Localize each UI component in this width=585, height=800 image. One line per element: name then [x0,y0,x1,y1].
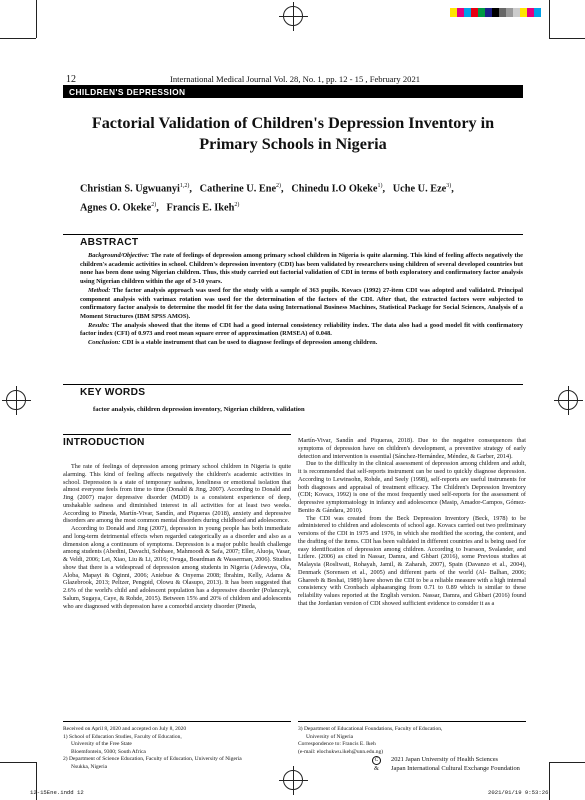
affiliation-2: 2) Department of Science Education, Faculty of Education, University of Nigeria [63,756,242,763]
affiliation-1-university: University of the Free State [71,741,132,748]
correspondence: Correspondence to: Francis E. Ikeh [298,741,376,748]
affiliation-3-university: University of Nigeria [306,733,354,740]
body-paragraph: The rate of feelings of depression among primary school children in Nigeria is quite alarming. This kind of feeling affects negatively the children's academic activities in school. Depression is a state of temporary sadness, loneliness or emotional isolation that almost everyone feels from time to time (Donald & Jing, 2007). According to Donald and Jing (2007) major depressive disorder (MDD) is a consistent experience of deep, unshakable sadness and diminished interest in all activities for at least two weeks. According to Pineda, Martín-Vivar, Sandín, and Piqueras (2018), anxiety and depressive disorders are among the most common mental disorders during childhood and adolescence. [63,463,291,525]
author-affiliation: 3) [446,183,452,189]
registration-mark-icon [283,770,303,790]
abstract-heading: ABSTRACT [80,237,139,248]
registration-mark-icon [6,390,26,410]
affiliation-1: 1) School of Education Studies, Faculty of Education, [63,733,182,740]
registration-mark-icon [558,390,578,410]
keywords-rule [63,384,523,385]
abstract-method: Method: The factor analysis approach was used for the study with a sample of 363 pupils. Kovacs (1992) 27-item CDI was adopted and validated. Principal component analysis with varimax rotation was used for the determination of the factors of the CDI. After that, the extracted factors were subjected to confirmatory factor analysis to determine the model fit for the data using International Business Machines, Statistical Package for Social Sciences, Analysis of a Moment Structures (IBM SPSS AMOS). [80,286,523,320]
correspondence-email: (e-mail: elochukwu.ikeh@unn.edu.ng) [298,748,384,755]
copyright-icon: C [372,756,381,765]
abstract-body [80,252,523,348]
body-paragraph: According to Donald and Jing (2007), depression in young people has both immediate and long-term detrimental effects when regarded categorically as a disorder and also as a dimension along a continuum of symptoms. Depression is a major public health challenge among students (Abedini, Davachi, Sohbaee, Mahmoodi & Safa, 2007; Eller, Aluoja, Vasar, & Veldi, 2006; Lei, Xiao, Liu & Li, 2016; Ovuga, Boardman & Wasserman, 2006). Studies show that there is a widespread of depression among students in Nigeria (Adewuya, Ola, Aloba, Mapayi & Oginni, 2006; Aniebue & Onyema 2008; Ibrahim, Kelly, Adams & Glazebrook, 2013; Peltzer, Pengpid, Olowu & Olasupo, 2013). It has been suggested that 2.6% of the world's child and adolescent population has a depressive disorder (Polanczyk, Salum, Sugaya, Caye, & Rohde, 2015). Between 15% and 20% of children and adolescents who are diagnosed with depression have a comorbid anxiety disorder (Pineda, [63,525,291,610]
introduction-heading: INTRODUCTION [63,437,145,448]
affiliation-1-address: Bloemfontein, 9300; South Africa [71,748,146,755]
author-list: Christian S. Ugwuanyi$^{1,2)}$, Catherine U. Ene$^{2)}$, Chinedu I.O Okeke$^{1)}$, Uche U. Eze$^{3)}$, Agnes O. Okeke$^{2)}$, Francis E. Ikeh$^{2)}$ [80,183,454,214]
author-name: Francis E. Ikeh [166,202,235,214]
author-name: Chinedu I.O Okeke [291,183,378,195]
affiliation-2-address: Nsukka, Nigeria [71,763,108,770]
affiliation-3: 3) Department of Educational Foundations, Faculty of Education, [298,726,443,732]
abstract-label: Conclusion: [88,339,121,347]
section-banner: CHILDREN'S DEPRESSION [63,86,523,98]
crop-mark [549,762,550,800]
print-slug-timestamp: 2021/01/19 9:53:26 [488,789,549,796]
crop-mark [549,38,585,39]
abstract-label: Method: [88,286,111,294]
body-column-right [298,437,526,608]
keywords-list: factor analysis, children depression inventory, Nigerian children, validation [93,406,305,413]
footnotes-left [63,726,293,772]
author-affiliation: 2) [234,202,240,209]
abstract-results: Results: The analysis showed that the items of CDI had a good internal consistency reliability index. The data also had a good model fit with confirmatory factor index (CFI) of 0.973 and root mean square error of approximation (RMSEA) of 0.048. [80,321,523,338]
abstract-label: Results: [88,321,110,329]
footnote-rule [63,721,291,722]
crop-mark [0,762,36,763]
footnote-rule [298,721,526,722]
crop-mark [36,0,37,38]
author-affiliation: 1,2) [179,183,190,189]
keywords-heading: KEY WORDS [80,387,146,398]
page-number: 12 [66,74,76,85]
color-calibration-bar [450,8,541,17]
body-column-left [63,463,291,610]
registration-mark-icon [283,6,303,26]
print-slug-file: 12-15Ene.indd 12 [30,789,84,796]
author-name: Christian S. Ugwuanyi [80,183,180,195]
introduction-rule [63,434,291,435]
body-paragraph: The CDI was created from the Beck Depression Inventory (Beck, 1978) to be administered to children and adolescents of school age. Kovacs carried out two preliminary versions of the CDI in 1975 and 1976, in which she modified the scoring, the content, and the drafting of the items. CDI has been validated in different countries and is being used for easy identification of depression among children. According to Ivarsson, Svalander, and Litlere. (2006) as cited in Nassar, Damra, and Ghbari (2016), some Previous studies at Malaysia (Rosliwati, Rohayah, Jamil, & Zaharah, 2007), Spain (Davanzo et al., 2004), Denmark (Sorensen et al., 2005) and different parts of the world (Al- Balhan, 2006; Ghareeb & Beshai, 1989) have shown the CDI to be a reliable measure with a high internal consistency with Cronbach alphaaranging from 0.71 to 0.89 which is similar to these reliability values reported at the English version. Nassar, Damra, and Ghbari (2016) found that the Jordanian version of CDI showed sufficient evidence to consider it as a [298,514,526,607]
author-affiliation: 1) [377,183,383,189]
author-name: Agnes O. Okeke [80,202,152,214]
abstract-conclusion: Conclusion: CDI is a stable instrument that can be used to diagnose feelings of depression among children. [88,339,378,347]
copyright-notice: C 2021 Japan University of Health Sciences & Japan International Cultural Exchange Foundation [374,756,520,772]
abstract-background: Background/Objective: The rate of feelings of depression among primary school children in Nigeria is quite alarming. This kind of feeling affects negatively the children's academic activities in school. Children's depression inventory (CDI) has been validated by researchers using children of several developed countries but none has been done using Nigerian children. Thus, this study carried out factorial validation of CDI in terms of both exploratory and confirmatory factor analysis using Nigerian children within the age of 3-10 years. [80,252,523,286]
footnotes-right [298,726,528,756]
abstract-label: Background/Objective: [88,252,150,259]
crop-mark [549,762,585,763]
paper-title: Factorial Validation of Children's Depression Inventory in Primary Schools in Nigeria [91,114,495,153]
crop-mark [549,0,550,38]
author-affiliation: 2) [151,202,157,209]
journal-citation: International Medical Journal Vol. 28, No. 1, pp. 12 - 15 , February 2021 [170,74,421,84]
crop-mark [0,38,36,39]
received-date: Received on April 8, 2020 and accepted on July 8, 2020 [63,726,187,732]
body-paragraph: Martín-Vivar, Sandín and Piqueras, 2018). Due to the negative consequences that symptoms of depression have on children's development, a preventive strategy of early detection and intervention is essential (Sánchez-Hernández, Méndez, & Garber, 2014). [298,437,526,460]
body-paragraph: Due to the difficulty in the clinical assessment of depression among children and adult, it is recommended that self-reports instrument can be used to quickly diagnose depression. According to Lewinsohn, Rohde, and Seely (1998), self-reports are useful instruments for both diagnoses and appraisal of treatment efficacy. The Children's Depression Inventory (CDI; Kovacs, 1992) is one of the most frequently used self-reports for the assessment of depressive symptomatology in infancy and adolescence (Masip, Amador-Campos, Gómez-Benito & Gándara, 2010). [298,460,526,514]
author-name: Catherine U. Ene [199,183,277,195]
abstract-rule [63,234,523,235]
author-affiliation: 2) [276,183,282,189]
author-name: Uche U. Eze [392,183,447,195]
